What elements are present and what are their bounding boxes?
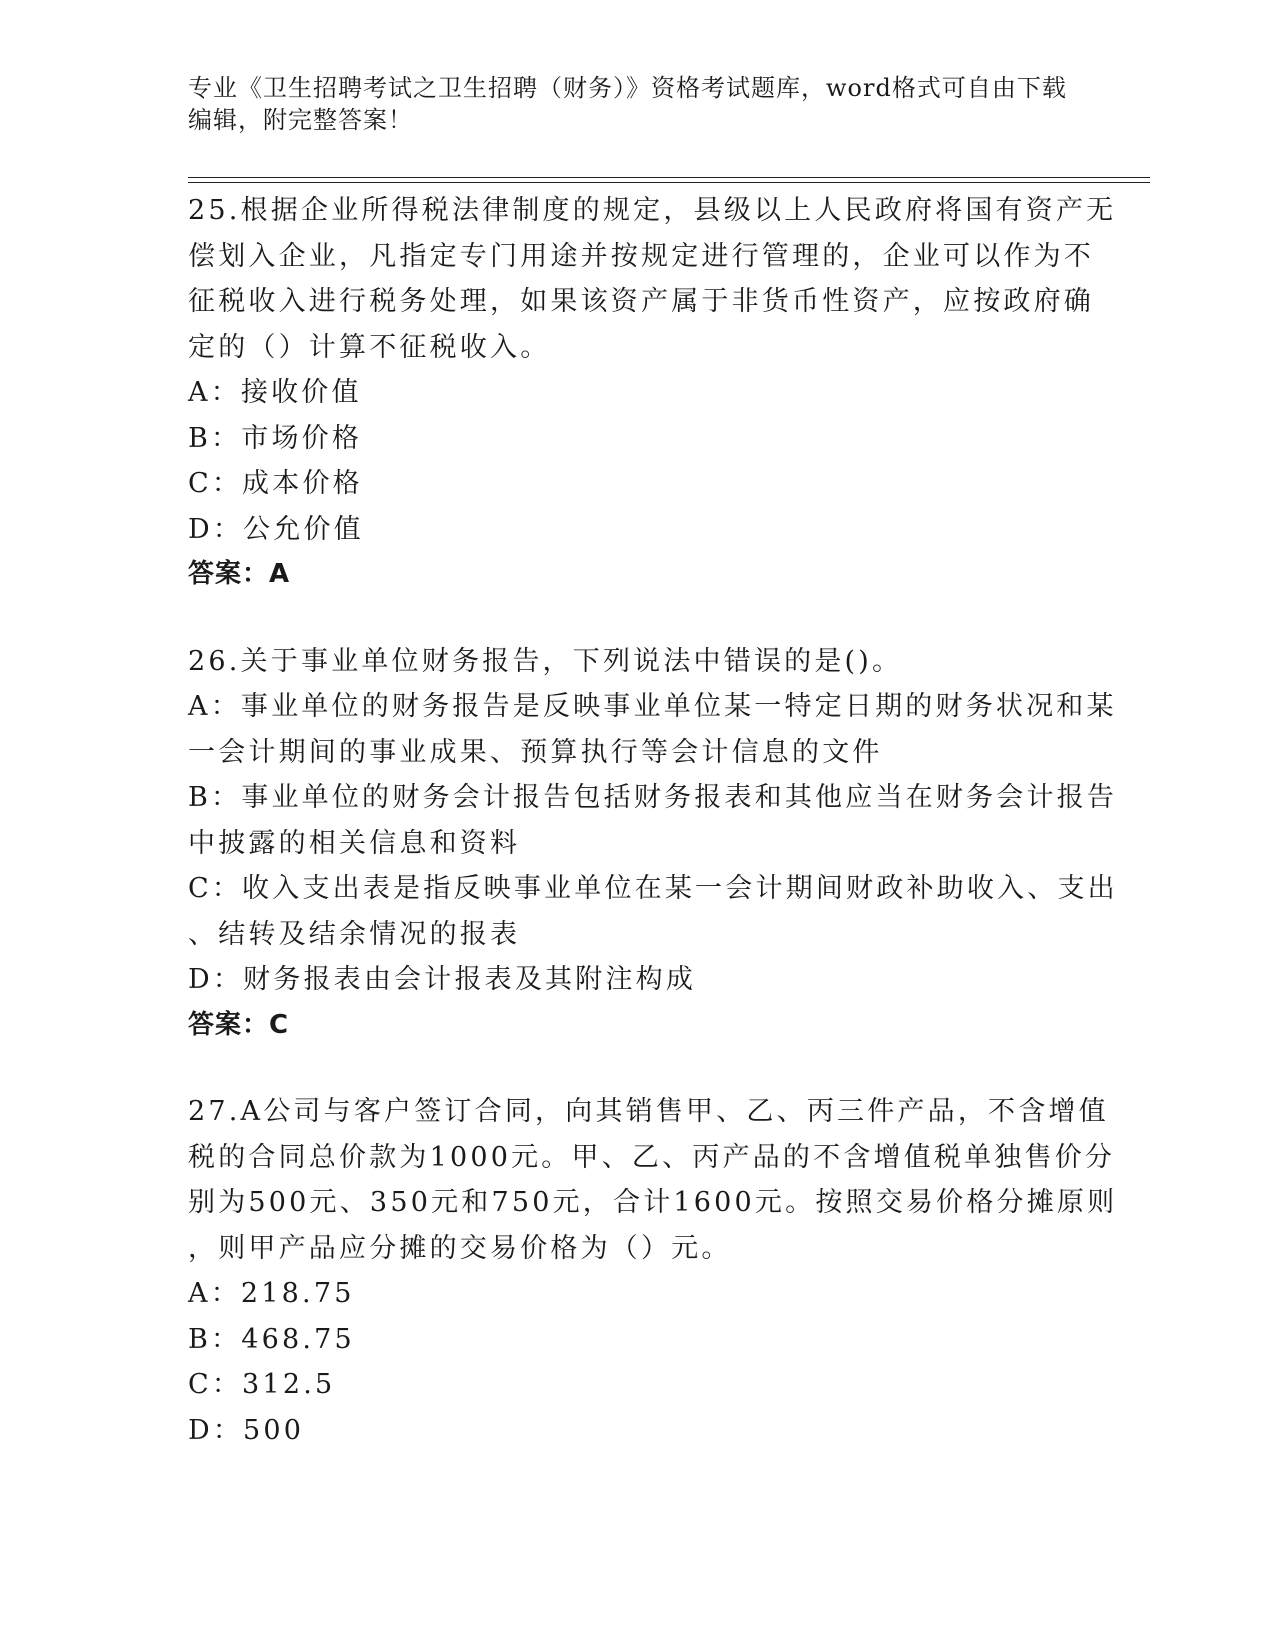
option-line: C：312.5: [188, 1369, 336, 1400]
question-stem-line: 别为500元、350元和750元，合计1600元。按照交易价格分摊原则: [188, 1187, 1118, 1218]
option-line: 、结转及结余情况的报表: [188, 918, 521, 950]
question-stem-line: 征税收入进行税务处理，如果该资产属于非货币性资产，应按政府确: [188, 286, 1094, 317]
option-line: 中披露的相关信息和资料: [188, 827, 521, 859]
option-line: B：468.75: [188, 1323, 355, 1355]
question-list: [188, 188, 1118, 1494]
option-line: D：公允价值: [188, 513, 364, 545]
answer-label: 答案：C: [188, 1009, 290, 1040]
header-line-2: 编辑，附完整答案！: [188, 106, 413, 134]
option-line: B：事业单位的财务会计报告包括财务报表和其他应当在财务会计报告: [188, 782, 1118, 813]
option-line: 一会计期间的事业成果、预算执行等会计信息的文件: [188, 736, 883, 768]
question-stem-line: 偿划入企业，凡指定专门用途并按规定进行管理的，企业可以作为不: [188, 240, 1094, 272]
document-header: [188, 72, 1088, 136]
option-line: D：500: [188, 1414, 305, 1446]
question-stem-line: ，则甲产品应分摊的交易价格为（）元。: [188, 1232, 732, 1264]
question-stem-line: 税的合同总价款为1000元。甲、乙、丙产品的不含增值税单独售价分: [188, 1141, 1116, 1173]
option-line: B：市场价格: [188, 422, 363, 454]
header-line-1: 专业《卫生招聘考试之卫生招聘（财务）》资格考试题库，word格式可自由下载: [188, 74, 1067, 102]
answer-label: 答案：A: [188, 559, 291, 589]
option-line: A：事业单位的财务报告是反映事业单位某一特定日期的财务状况和某: [188, 691, 1117, 722]
question-stem-line: 27.A公司与客户签订合同，向其销售甲、乙、丙三件产品，不含增值: [188, 1096, 1109, 1127]
question-block: [188, 1089, 1118, 1453]
option-line: C：成本价格: [188, 468, 363, 499]
option-line: D：财务报表由会计报表及其附注构成: [188, 964, 697, 995]
question-stem-line: 25.根据企业所得税法律制度的规定，县级以上人民政府将国有资产无: [188, 195, 1117, 226]
question-block: [188, 639, 1118, 1049]
question-stem-line: 26.关于事业单位财务报告，下列说法中错误的是()。: [188, 645, 903, 677]
option-line: A：接收价值: [188, 377, 362, 408]
header-divider-bottom: [188, 182, 1150, 183]
header-divider-top: [188, 177, 1150, 178]
option-line: A：218.75: [188, 1278, 355, 1309]
question-block: [188, 188, 1117, 598]
option-line: C：收入支出表是指反映事业单位在某一会计期间财政补助收入、支出: [188, 873, 1118, 904]
question-stem-line: 定的（）计算不征税收入。: [188, 331, 551, 363]
